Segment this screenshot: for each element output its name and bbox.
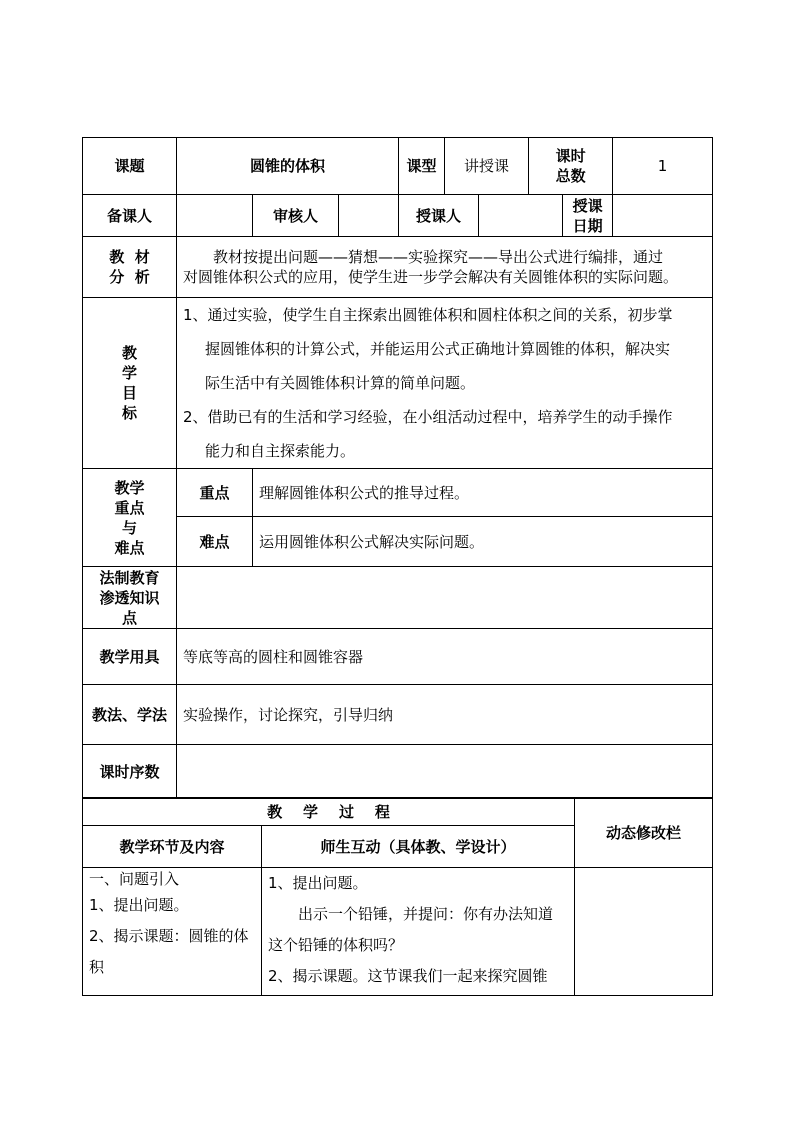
goals-text: [177, 298, 713, 469]
dynamic-edit-content: [575, 868, 713, 996]
law-value: [177, 567, 713, 629]
analysis-row: [83, 237, 713, 298]
dynamic-edit-header: 动态修改栏: [575, 798, 713, 868]
tools-row: [83, 629, 713, 685]
process-table: [82, 797, 713, 996]
goal-1-line-3: 际生活中有关圆锥体积计算的简单问题。: [205, 374, 476, 392]
goal-1-line-2: 握圆锥体积的计算公式，并能运用公式正确地计算圆锥的体积，解决实: [205, 340, 671, 358]
goals-label: 教 学 目 标: [83, 298, 177, 469]
process-content-row: [83, 868, 713, 996]
goal-1-first: 1、通过实验，使学生自主探索出圆锥体积和圆柱体积之间的关系，初步掌: [183, 306, 673, 324]
date-label: 授课 日期: [563, 195, 613, 237]
tools-value: 等底等高的圆柱和圆锥容器: [177, 629, 713, 685]
methods-label: 教法、学法: [83, 685, 177, 745]
analysis-label: 教 材 分 析: [83, 237, 177, 298]
hours-label: 课时 总数: [529, 138, 613, 195]
goal-2-first: 2、借助已有的生活和学习经验，在小组活动过程中，培养学生的动手操作: [183, 408, 673, 426]
sequence-value: [177, 745, 713, 799]
difficulty-value: 运用圆锥体积公式解决实际问题。: [253, 517, 713, 567]
sequence-label: 课时序数: [83, 745, 177, 799]
topic-row: [83, 138, 713, 195]
reviewer-label: 审核人: [253, 195, 339, 237]
teacher-value: [479, 195, 563, 237]
focus-label: 重点: [177, 469, 253, 517]
focus-row: [83, 469, 713, 517]
methods-value: 实验操作，讨论探究，引导归纳: [177, 685, 713, 745]
date-value: [613, 195, 713, 237]
hours-value: 1: [613, 138, 713, 195]
lesson-info-table: [82, 137, 713, 799]
tools-label: 教学用具: [83, 629, 177, 685]
process-title: 教 学 过 程: [83, 798, 575, 826]
process-title-row: [83, 798, 713, 826]
analysis-text: 教材按提出问题——猜想——实验探究——导出公式进行编排，通过 对圆锥体积公式的应用，使学生进一步学会解决有关圆锥体积的实际问题。: [177, 237, 713, 298]
people-row: [83, 195, 713, 237]
interaction-content: 1、提出问题。 出示一个铅锤，并提问：你有办法知道 这个铅锤的体积吗？ 2、揭示课题。这节课我们一起来探究圆锥: [262, 868, 575, 996]
goals-row: [83, 298, 713, 469]
topic-label: 课题: [83, 138, 177, 195]
law-label: 法制教育 渗透知识 点: [83, 567, 177, 629]
interaction-header: 师生互动（具体教、学设计）: [262, 826, 575, 868]
stage-header: 教学环节及内容: [83, 826, 262, 868]
preparer-value: [177, 195, 253, 237]
goal-2-line-2: 能力和自主探索能力。: [205, 442, 356, 460]
type-label: 课型: [399, 138, 445, 195]
topic-value: 圆锥的体积: [177, 138, 399, 195]
stage-content: 一、问题引入 1、提出问题。 2、揭示课题：圆锥的体 积: [83, 868, 262, 996]
focus-value: 理解圆锥体积公式的推导过程。: [253, 469, 713, 517]
teacher-label: 授课人: [399, 195, 479, 237]
preparer-label: 备课人: [83, 195, 177, 237]
difficulty-label: 难点: [177, 517, 253, 567]
methods-row: [83, 685, 713, 745]
type-value: 讲授课: [445, 138, 529, 195]
difficulty-row: [83, 517, 713, 567]
reviewer-value: [339, 195, 399, 237]
keypoints-label: 教学 重点 与 难点: [83, 469, 177, 567]
sequence-row: [83, 745, 713, 799]
law-row: [83, 567, 713, 629]
